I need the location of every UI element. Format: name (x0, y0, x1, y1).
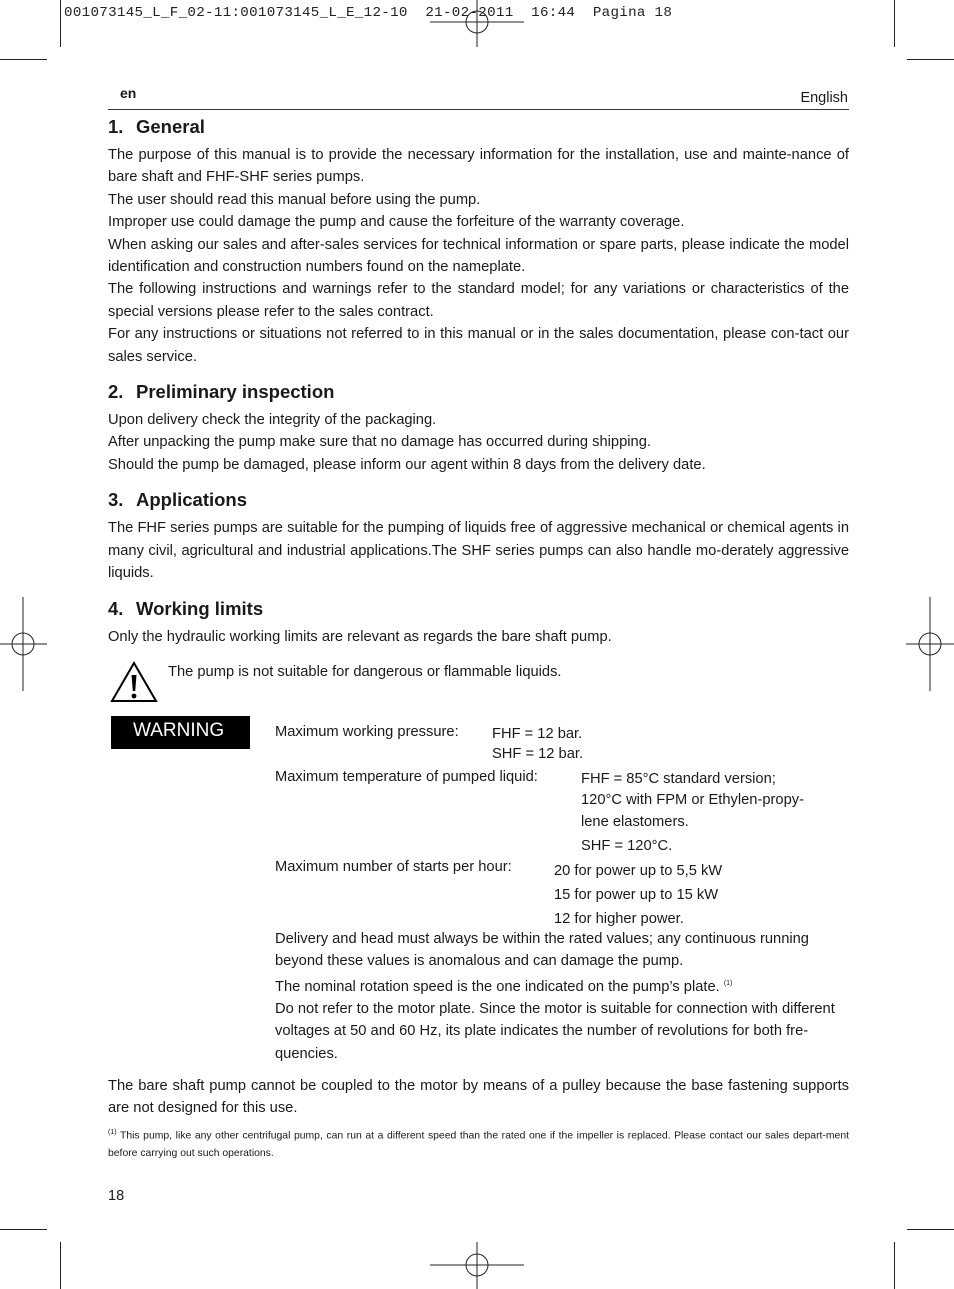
paragraph: When asking our sales and after-sales services for technical information or spare parts, please indicate the model identification and construction numbers found on the nameplate. (108, 236, 849, 276)
limit-temperature (275, 769, 855, 859)
section-general (108, 114, 849, 368)
crop-mark (0, 59, 47, 60)
print-slug: 001073145_L_F_02-11:001073145_L_E_12-10 21-02-2011 16:44 Pagina 18 (64, 5, 673, 21)
paragraph: Should the pump be damaged, please inform our agent within 8 days from the delivery date. (108, 456, 706, 473)
crop-mark (907, 1229, 954, 1230)
section-title: Working limits (136, 597, 264, 619)
section-title: General (136, 116, 205, 137)
footnote-text: This pump, like any other centrifugal pump, can run at a different speed than the rated one if the impeller is replaced. Please contact our sales depart-ment before carrying out such operations. (108, 1130, 849, 1160)
crop-mark (894, 1242, 895, 1289)
closing-paragraph: The bare shaft pump cannot be coupled to the motor by means of a pulley because the base fastening supports are not designed for this use. (108, 1078, 849, 1117)
section-title: Applications (136, 489, 248, 511)
footnote-ref: (1) (723, 979, 733, 987)
warning-note: Delivery and head must always be within the rated values; any continuous running beyond these values is anomalous and can damage the pump. (275, 930, 809, 970)
registration-mark-bottom (430, 1242, 524, 1289)
header-rule (108, 109, 849, 110)
limit-values (492, 724, 583, 765)
section-preliminary-inspection (108, 379, 849, 476)
language-label: English (800, 90, 848, 106)
limit-label: Maximum number of starts per hour: (275, 858, 512, 875)
limit-value: 15 for power up to 15 kW (554, 886, 719, 903)
section-heading (108, 114, 849, 140)
limit-value: SHF = 12 bar. (492, 746, 584, 763)
manual-content (108, 114, 849, 1062)
limit-starts (275, 859, 855, 928)
language-code: en (120, 85, 137, 101)
warning-note (275, 973, 855, 998)
section-number: 3. (108, 489, 124, 511)
crop-mark (0, 1229, 47, 1230)
section-number: 2. (108, 381, 124, 403)
warning-triangle-icon (110, 661, 158, 703)
registration-mark-right (906, 597, 954, 691)
limit-label: Maximum working pressure: (275, 723, 459, 740)
footnote-mark: (1) (108, 1128, 117, 1136)
section-applications (108, 487, 849, 584)
limit-value: FHF = 85°C standard version; (581, 770, 776, 787)
warning-block (108, 716, 849, 1062)
footnote (108, 1124, 849, 1163)
crop-mark (907, 59, 954, 60)
page-number: 18 (108, 1188, 125, 1204)
limit-value: SHF = 120°C. (581, 838, 673, 855)
warning-note: Do not refer to the motor plate. Since the motor is suitable for connection with different voltages at 50 and 60 Hz, its plate indicates the number of revolutions for both fre-quencies. (275, 1001, 835, 1062)
crop-mark (60, 1242, 61, 1289)
limit-pressure (275, 724, 855, 769)
limit-values (554, 859, 722, 931)
paragraph: The purpose of this manual is to provide the necessary information for the installation, use and mainte-nance of bare shaft and FHF-SHF series pumps. (108, 147, 849, 186)
registration-mark-left (0, 597, 48, 691)
limit-values (581, 769, 804, 858)
warning-label: WARNING (111, 716, 250, 749)
closing-block (108, 1075, 849, 1163)
limit-label: Maximum temperature of pumped liquid: (275, 768, 538, 785)
section-number: 1. (108, 116, 124, 137)
limit-value: 12 for higher power. (554, 910, 684, 927)
paragraph: Only the hydraulic working limits are relevant as regards the bare shaft pump. (108, 628, 612, 645)
limit-value: FHF = 12 bar. (492, 725, 583, 742)
section-heading (108, 596, 849, 622)
paragraph: Upon delivery check the integrity of the packaging. (108, 412, 437, 429)
paragraph: The FHF series pumps are suitable for the pumping of liquids free of aggressive mechanical or chemical agents in many civil, agricultural and industrial applications.The SHF series pumps can also handle mo-derately aggressive liquids. (108, 520, 849, 582)
paragraph: After unpacking the pump make sure that no damage has occurred during shipping. (108, 434, 651, 451)
crop-mark (60, 0, 61, 47)
caution-notice (108, 651, 849, 691)
paragraph: Improper use could damage the pump and cause the forfeiture of the warranty coverage. (108, 214, 685, 231)
paragraph: The following instructions and warnings refer to the standard model; for any variations or characteristics of the special versions please refer to the sales contract. (108, 281, 849, 320)
caution-text: The pump is not suitable for dangerous or flammable liquids. (168, 663, 562, 680)
section-number: 4. (108, 597, 124, 619)
registration-mark-top (430, 0, 524, 48)
paragraph: For any instructions or situations not referred to in this manual or in the sales documentation, please con-tact our sales service. (108, 326, 849, 365)
section-heading (108, 487, 849, 513)
limit-value: 120°C with FPM or Ethylen-propy- (581, 792, 805, 809)
limit-value: lene elastomers. (581, 813, 689, 830)
section-working-limits (108, 596, 849, 648)
warning-note-text: The nominal rotation speed is the one indicated on the pump’s plate. (275, 978, 720, 995)
section-title: Preliminary inspection (136, 381, 335, 403)
paragraph: The user should read this manual before using the pump. (108, 191, 481, 208)
section-heading (108, 379, 849, 405)
crop-mark (894, 0, 895, 47)
working-limits-list (275, 724, 855, 1065)
limit-value: 20 for power up to 5,5 kW (554, 862, 723, 879)
